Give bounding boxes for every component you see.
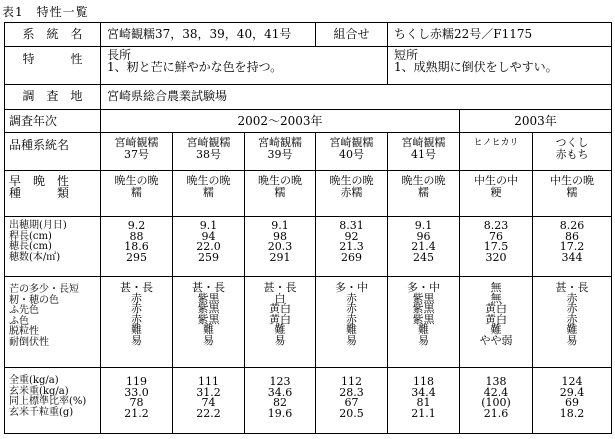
- shattering-label: 脱粒性: [9, 326, 39, 337]
- growth-value: 20.3: [267, 240, 293, 253]
- type-value: 糯: [566, 186, 578, 199]
- growth-value: 88: [129, 229, 144, 243]
- maturity-value: 晩生の晩: [401, 174, 446, 187]
- type-value: 糯: [203, 186, 214, 199]
- yield-value: 69: [565, 396, 580, 409]
- growth-value: 9.2: [127, 219, 146, 232]
- growth-row: [5, 217, 612, 277]
- yield-value: 34.4: [411, 385, 436, 399]
- maturity-label-cell: [5, 171, 101, 217]
- trait-value: 紫黒: [197, 312, 220, 326]
- culm-length-label: 稈長(cm): [9, 230, 52, 242]
- growth-value: 18.6: [124, 240, 149, 253]
- trait-table: [4, 22, 612, 434]
- trait-value: 紫黒: [412, 291, 435, 305]
- lodging-label: 耐倒伏性: [9, 336, 49, 348]
- trait-value: 黄白: [485, 302, 508, 315]
- growth-value: 9.1: [414, 219, 433, 232]
- cross-value: ちくし赤糯22号／F1175: [388, 23, 612, 47]
- trait-value: 難: [346, 323, 358, 336]
- yield-cell: [245, 368, 316, 434]
- variety-cell: [533, 133, 612, 171]
- trait-value: 赤: [131, 312, 142, 326]
- yield-value: 42.4: [483, 385, 509, 399]
- yield-value: 18.2: [559, 406, 585, 420]
- maturity-cell: [460, 171, 533, 217]
- variety-name: ヒノヒカリ: [473, 138, 519, 148]
- maturity-value: 晩生の晩: [258, 174, 302, 187]
- yield-value: 82: [273, 396, 287, 409]
- trait-value: 甚・長: [192, 281, 225, 294]
- variety-sub: 40号: [339, 148, 365, 161]
- lineage-value: 宮崎観糯37，38，39，40，41号: [101, 23, 316, 47]
- maturity-cell: [245, 171, 316, 217]
- maturity-cell: [316, 171, 388, 217]
- yield-cell: [316, 368, 388, 434]
- growth-cell: [316, 217, 388, 277]
- growth-cell: [388, 217, 460, 277]
- growth-value: 320: [485, 250, 507, 264]
- yield-value: 28.3: [339, 385, 364, 399]
- trait-value: 黄白: [269, 312, 291, 326]
- year-row: [5, 110, 612, 133]
- yield-value: 19.6: [267, 406, 293, 420]
- growth-value: 8.26: [559, 219, 585, 232]
- yield-value: 74: [201, 396, 216, 409]
- traits-labels: [5, 277, 101, 368]
- trait-value: 多・中: [335, 281, 369, 294]
- yield-cell: [173, 368, 245, 434]
- brown-rice-weight-label: 玄米重(kg/a): [9, 385, 69, 397]
- trait-value: 赤: [346, 302, 358, 315]
- variety-sub: 赤もち: [555, 148, 589, 161]
- growth-value: 8.23: [483, 219, 509, 232]
- type-value: 赤糯: [340, 186, 363, 199]
- yield-value: 33.0: [124, 385, 149, 399]
- maturity-cell: [388, 171, 460, 217]
- yield-value: (100): [481, 396, 511, 409]
- variety-cell: [460, 133, 533, 171]
- maturity-value: 晩生の晩: [186, 174, 231, 187]
- maturity-value: 晩生の晩: [114, 174, 159, 187]
- growth-value: 291: [269, 250, 291, 264]
- growth-value: 86: [565, 229, 580, 243]
- trait-value: 難: [203, 323, 214, 336]
- traits-cell: [460, 277, 533, 368]
- type-value: 糯: [418, 186, 430, 199]
- growth-value: 9.1: [199, 219, 218, 232]
- thousand-grain-weight-label: 玄米千粒重(g): [9, 406, 74, 418]
- variety-cell: [101, 133, 173, 171]
- trait-value: 黄白: [269, 302, 291, 315]
- traits-cell: [173, 277, 245, 368]
- weakness-text: 1、成熟期に倒伏をしやすい。: [394, 60, 558, 74]
- yield-value: 123: [269, 375, 291, 388]
- trait-value: 赤: [346, 312, 358, 326]
- place-row: [5, 85, 612, 110]
- yield-row: [5, 368, 612, 434]
- maturity-cell: [533, 171, 612, 217]
- yield-value: 20.5: [339, 406, 364, 420]
- trait-value: 難: [490, 323, 502, 336]
- total-weight-label: 全重(kg/a): [9, 375, 59, 386]
- traits-row: [5, 277, 612, 368]
- trait-value: 難: [566, 323, 578, 336]
- growth-cell: [101, 217, 173, 277]
- yield-value: 21.2: [124, 406, 149, 420]
- maturity-value: 晩生の晩: [329, 174, 374, 187]
- year-b: 2003年: [460, 110, 612, 133]
- trait-value: 難: [418, 323, 430, 336]
- growth-value: 259: [198, 250, 219, 264]
- variety-name: 宮崎観糯: [401, 136, 446, 149]
- type-value: 糯: [274, 186, 286, 199]
- yield-cell: [388, 368, 460, 434]
- yield-value: 112: [341, 375, 363, 388]
- hull-color-label: 籾・穂の色: [9, 294, 59, 306]
- variety-cell: [173, 133, 245, 171]
- maturity-value: 中生の中: [474, 174, 519, 187]
- variety-sub: 41号: [411, 148, 437, 161]
- trait-value: 易: [566, 333, 578, 347]
- traits-cell: [533, 277, 612, 368]
- yield-labels: [5, 368, 101, 434]
- table-caption: 表1 特性一覧: [2, 5, 89, 19]
- variety-name: 宮崎観糯: [114, 136, 159, 149]
- yield-value: 78: [129, 396, 144, 409]
- growth-value: 21.3: [339, 240, 364, 253]
- type-label: 種 類: [9, 186, 70, 200]
- trait-value: 紫黒: [412, 302, 435, 315]
- panicle-length-label: 穂長(cm): [9, 241, 52, 252]
- yield-value: 29.4: [559, 385, 585, 399]
- trait-value: 甚・長: [120, 281, 153, 294]
- growth-value: 92: [344, 229, 359, 243]
- growth-value: 21.4: [411, 240, 436, 253]
- growth-value: 344: [561, 250, 583, 264]
- yield-value: 119: [126, 375, 147, 388]
- year-label: 調査年次: [5, 110, 101, 133]
- variety-sub: 39号: [267, 148, 293, 161]
- maturity-label: 早 晩 性: [9, 174, 70, 188]
- trait-row: [5, 47, 612, 85]
- traits-cell: [245, 277, 316, 368]
- yield-value: 124: [561, 375, 583, 388]
- trait-value: 白: [274, 291, 286, 305]
- trait-value: 無: [490, 291, 502, 305]
- variety-cell: [316, 133, 388, 171]
- trait-value: 赤: [346, 291, 358, 305]
- growth-cell: [245, 217, 316, 277]
- yield-value: 21.6: [483, 406, 509, 420]
- trait-value: 甚・長: [555, 281, 589, 294]
- growth-value: 295: [126, 250, 147, 264]
- awn-label: 芒の多少・長短: [9, 284, 79, 295]
- type-value: 粳: [490, 186, 502, 199]
- yield-value: 22.2: [196, 406, 221, 420]
- weakness-cell: [388, 47, 612, 85]
- lineage-label: 系 統 名: [5, 23, 101, 47]
- trait-value: 赤: [566, 312, 578, 326]
- variety-name: 宮崎観糯: [258, 136, 302, 149]
- yield-cell: [460, 368, 533, 434]
- traits-cell: [388, 277, 460, 368]
- trait-value: 紫黒: [412, 312, 435, 326]
- strength-cell: [101, 47, 388, 85]
- growth-value: 269: [341, 250, 363, 264]
- growth-value: 17.2: [559, 240, 585, 253]
- lineage-row: [5, 23, 612, 47]
- growth-cell: [173, 217, 245, 277]
- variety-cell: [388, 133, 460, 171]
- yield-value: 138: [485, 375, 507, 388]
- trait-value: 易: [203, 333, 214, 347]
- maturity-value: 中生の晩: [550, 174, 595, 187]
- yield-value: 67: [344, 396, 359, 409]
- variety-sub: 38号: [196, 148, 221, 161]
- trait-value: 難: [131, 323, 142, 336]
- trait-value: 赤: [131, 291, 142, 305]
- maturity-cell: [173, 171, 245, 217]
- cross-label: 組合せ: [316, 23, 388, 47]
- panicle-number-label: 穂数(本/㎡): [9, 251, 61, 263]
- variety-name: 宮崎観糯: [186, 136, 231, 149]
- trait-label: 特 性: [5, 47, 101, 85]
- growth-value: 245: [413, 250, 435, 264]
- variety-name: 宮崎観糯: [329, 136, 374, 149]
- year-a: 2002～2003年: [101, 110, 460, 133]
- trait-value: やや弱: [479, 333, 513, 347]
- trait-value: 赤: [566, 291, 578, 305]
- yield-value: 81: [416, 396, 431, 409]
- yield-value: 21.1: [411, 406, 436, 420]
- growth-value: 9.1: [271, 219, 289, 232]
- trait-value: 赤: [131, 302, 142, 315]
- yield-value: 111: [198, 375, 219, 388]
- trait-value: 易: [131, 333, 142, 347]
- growth-value: 22.0: [196, 240, 221, 253]
- strength-text: 1、籾と芒に鮮やかな色を持つ。: [107, 60, 283, 74]
- place-value: 宮崎県総合農業試験場: [101, 85, 612, 110]
- yield-value: 34.6: [267, 385, 293, 399]
- growth-value: 8.31: [339, 219, 364, 232]
- trait-value: 赤: [566, 302, 578, 315]
- variety-row: [5, 133, 612, 171]
- growth-labels: [5, 217, 101, 277]
- heading-date-label: 出穂期(月日): [9, 220, 67, 231]
- weakness-label: 短所: [394, 48, 419, 62]
- variety-label: 品種系統名: [5, 133, 101, 171]
- traits-cell: [101, 277, 173, 368]
- trait-value: 紫黒: [197, 302, 220, 315]
- trait-value: 紫黒: [197, 291, 220, 305]
- trait-value: 甚・長: [263, 281, 297, 294]
- trait-value: 多・中: [407, 281, 441, 294]
- growth-value: 76: [489, 229, 504, 243]
- trait-value: 難: [274, 323, 286, 336]
- trait-value: 黄白: [485, 312, 508, 326]
- yield-cell: [533, 368, 612, 434]
- maturity-cell: [101, 171, 173, 217]
- growth-value: 98: [273, 229, 287, 243]
- apiculus-color-label: ふ先色: [9, 305, 39, 316]
- strength-label: 長所: [107, 48, 132, 62]
- trait-value: 易: [418, 333, 430, 347]
- variety-name: つくし: [555, 136, 589, 149]
- traits-cell: [316, 277, 388, 368]
- maturity-row: [5, 171, 612, 217]
- place-label: 調 査 地: [5, 85, 101, 110]
- trait-value: 易: [274, 333, 286, 347]
- growth-cell: [533, 217, 612, 277]
- glume-color-label: ふ色: [9, 315, 29, 327]
- variety-sub: 37号: [124, 148, 149, 161]
- yield-cell: [101, 368, 173, 434]
- growth-value: 94: [201, 229, 216, 243]
- trait-value: 易: [346, 333, 358, 347]
- trait-value: 無: [490, 281, 502, 294]
- standard-ratio-label: 同上標準比率(%): [9, 396, 87, 407]
- type-value: 糯: [131, 186, 142, 199]
- growth-value: 17.5: [483, 240, 509, 253]
- growth-value: 96: [416, 229, 431, 243]
- yield-value: 118: [413, 375, 435, 388]
- yield-value: 31.2: [196, 385, 221, 399]
- variety-cell: [245, 133, 316, 171]
- growth-cell: [460, 217, 533, 277]
